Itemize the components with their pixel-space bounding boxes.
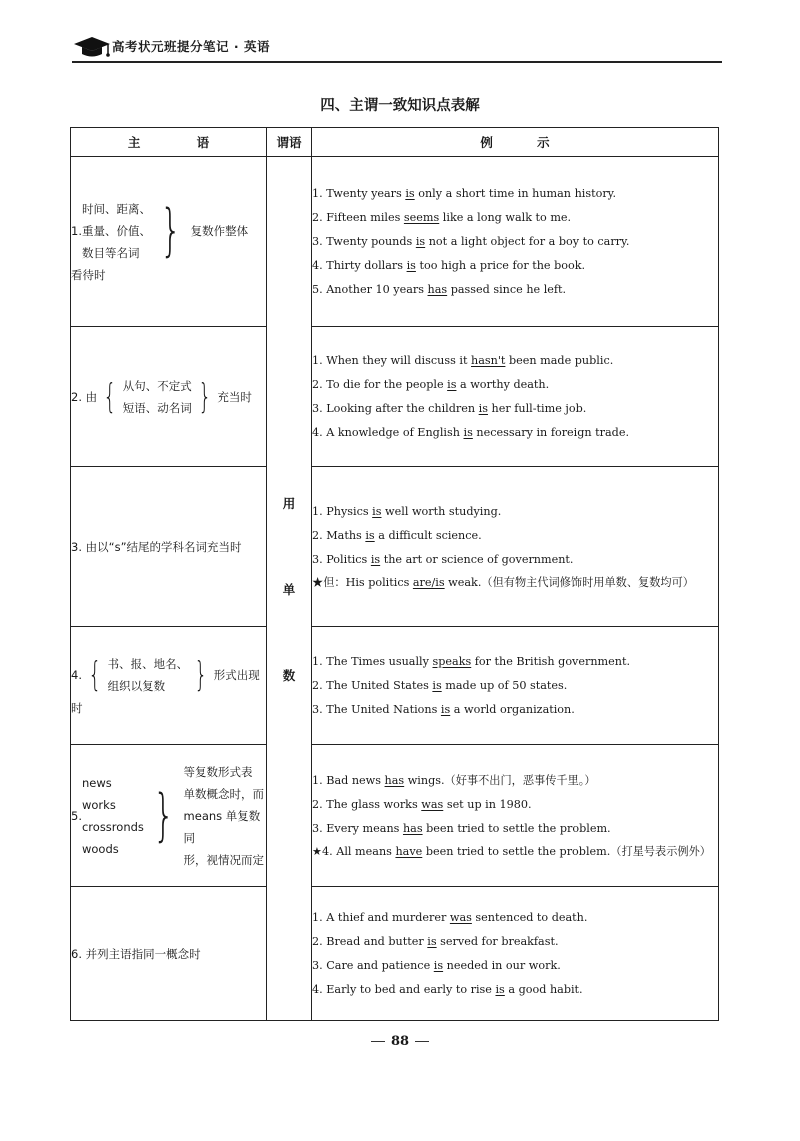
example-sentence <box>312 182 718 206</box>
example-sentence <box>312 572 718 594</box>
table-row <box>71 745 719 887</box>
example-text: a difficult science. <box>374 528 482 542</box>
example-sentence <box>312 254 718 278</box>
example-text: a worthy death. <box>456 377 550 391</box>
examples-cell <box>312 887 719 1021</box>
example-verb: is <box>433 958 444 972</box>
subject-cell <box>71 745 267 887</box>
example-verb: is <box>427 934 437 948</box>
subject-brace-group <box>71 653 266 697</box>
example-sentence <box>312 397 718 421</box>
example-text: served for breakfast. <box>436 934 559 948</box>
example-text: 3. The United Nations <box>312 702 441 716</box>
example-text: passed since he left. <box>447 282 567 296</box>
example-verb: has <box>384 773 405 787</box>
subject-cell <box>71 157 267 327</box>
subject-cell <box>71 627 267 745</box>
example-text: 4. Thirty dollars <box>312 258 407 272</box>
header-predicate: 谓语 <box>267 128 312 157</box>
example-text: necessary in foreign trade. <box>472 425 630 439</box>
example-text: 5. Another 10 years <box>312 282 428 296</box>
example-text: 2. To die for the people <box>312 377 448 391</box>
example-text: 4. A knowledge of English <box>312 425 464 439</box>
subject-word-list <box>82 772 144 860</box>
example-verb: is <box>432 678 442 692</box>
subject-brace-group <box>71 761 266 871</box>
subject-stack <box>108 653 189 697</box>
example-text: weak.（但有物主代词修饰时用单数、复数均可） <box>444 575 694 589</box>
example-sentence <box>312 698 718 722</box>
header-rule <box>72 61 722 63</box>
example-verb: is <box>478 401 488 415</box>
table-row <box>71 467 719 627</box>
example-sentence <box>312 421 718 445</box>
example-sentence <box>312 206 718 230</box>
example-text: 1. Physics <box>312 504 373 518</box>
predicate-char: 用 <box>282 495 296 511</box>
subject-prefix: 2. 由 <box>71 389 98 404</box>
example-text: only a short time in human history. <box>414 186 617 200</box>
example-text: made up of 50 states. <box>441 678 568 692</box>
graduation-cap-icon <box>72 34 112 60</box>
example-text: the art or science of government. <box>380 552 574 566</box>
example-text: 2. The glass works <box>312 797 422 811</box>
brace-glyph: } <box>194 654 208 695</box>
subject-word: news <box>81 775 112 790</box>
example-text: set up in 1980. <box>443 797 532 811</box>
brace-glyph: { <box>88 654 102 695</box>
subject-stack <box>123 375 192 419</box>
subject-stack-line: 时间、距离、 <box>81 201 151 216</box>
example-text: been tried to settle the problem. <box>422 821 611 835</box>
example-verb: is <box>406 258 416 272</box>
example-text: 2. The United States <box>312 678 433 692</box>
example-verb: has <box>402 821 423 835</box>
subject-cell <box>71 467 267 627</box>
example-text: 4. Early to bed and early to rise <box>312 982 496 996</box>
example-sentence <box>312 817 718 841</box>
header-subject: 主 语 <box>71 128 267 157</box>
example-verb: seems <box>403 210 440 224</box>
example-sentence <box>312 524 718 548</box>
example-text: 3. Every means <box>312 821 403 835</box>
table-row <box>71 157 719 327</box>
subject-stack-line: 重量、价值、 <box>81 223 151 238</box>
brace-glyph: } <box>160 197 182 263</box>
example-text: needed in our work. <box>443 958 561 972</box>
subject-prefix: 1. <box>71 223 82 238</box>
example-sentence <box>312 674 718 698</box>
example-text: 3. Twenty pounds <box>312 234 416 248</box>
table-row <box>71 327 719 467</box>
header-examples: 例 示 <box>312 128 719 157</box>
brace-glyph: } <box>198 376 212 417</box>
subject-desc-line: 单数概念时，而 <box>183 786 265 801</box>
subject-stack-line: 数目等名词 <box>81 245 140 260</box>
subject-brace-group <box>71 198 266 264</box>
subject-desc <box>184 761 266 871</box>
subject-desc-line: means 单复数同 <box>183 808 261 845</box>
subject-suffix: 充当时 <box>217 389 252 404</box>
example-text: ★但：His politics <box>312 575 413 589</box>
example-text: 1. Bad news <box>312 773 385 787</box>
example-verb: speaks <box>432 654 472 668</box>
example-text: been made public. <box>505 353 614 367</box>
example-text: sentenced to death. <box>471 910 588 924</box>
table-header-row <box>71 128 719 157</box>
example-sentence <box>312 230 718 254</box>
subject-tail: 时 <box>71 700 83 715</box>
example-sentence <box>312 793 718 817</box>
predicate-chars <box>267 460 311 718</box>
subject-word: crossronds <box>81 819 144 834</box>
brace-glyph: { <box>103 376 117 417</box>
subject-prefix: 4. <box>71 667 82 682</box>
subject-stack-line: 短语、动名词 <box>122 400 192 415</box>
example-sentence <box>312 930 718 954</box>
example-text: been tried to settle the problem.（打星号表示例外） <box>422 844 711 858</box>
example-verb: is <box>495 982 505 996</box>
examples-cell <box>312 627 719 745</box>
subject-stack-line: 从句、不定式 <box>122 378 192 393</box>
example-text: a world organization. <box>450 702 575 716</box>
subject-stack-line: 组织以复数 <box>107 678 166 693</box>
example-verb: was <box>449 910 472 924</box>
subject-cell <box>71 887 267 1021</box>
subject-desc-line: 形，视情况而定 <box>183 852 265 867</box>
example-verb: has <box>427 282 448 296</box>
example-verb: is <box>447 377 457 391</box>
example-text: 1. The Times usually <box>312 654 433 668</box>
example-verb: is <box>463 425 473 439</box>
predicate-char: 数 <box>282 667 296 683</box>
subject-word: woods <box>81 841 119 856</box>
subject-desc-line: 等复数形式表 <box>183 764 253 779</box>
example-text: a good habit. <box>504 982 583 996</box>
example-verb: is <box>440 702 451 716</box>
subject-cell <box>71 327 267 467</box>
example-verb: is <box>415 234 426 248</box>
example-sentence <box>312 349 718 373</box>
subject-verb-agreement-table <box>70 127 719 1021</box>
subject-word: works <box>81 797 116 812</box>
example-text: 1. When they will discuss it <box>312 353 472 367</box>
section-title: 四、主谓一致知识点表解 <box>320 98 480 114</box>
examples-cell <box>312 327 719 467</box>
example-text: 1. A thief and murderer <box>312 910 450 924</box>
example-text: ★4. All means <box>312 844 396 858</box>
subject-text: 3. 由以“s”结尾的学科名词充当时 <box>71 539 242 554</box>
example-verb: have <box>395 844 423 858</box>
examples-cell <box>312 467 719 627</box>
example-sentence <box>312 650 718 674</box>
example-text: well worth studying. <box>381 504 502 518</box>
example-text: for the British government. <box>471 654 631 668</box>
example-sentence <box>312 278 718 302</box>
example-text: 3. Politics <box>312 552 371 566</box>
examples-cell <box>312 745 719 887</box>
example-sentence <box>312 769 718 793</box>
example-text: her full-time job. <box>487 401 587 415</box>
example-text: wings.（好事不出门，恶事传千里。） <box>404 773 596 787</box>
example-text: like a long walk to me. <box>439 210 572 224</box>
example-text: 1. Twenty years <box>312 186 406 200</box>
example-text: 2. Fifteen miles <box>312 210 404 224</box>
example-sentence <box>312 841 718 863</box>
example-text: 3. Looking after the children <box>312 401 479 415</box>
example-verb: is <box>405 186 415 200</box>
predicate-cell <box>267 157 312 1021</box>
subject-prefix: 5. <box>71 808 82 823</box>
subject-brace-group <box>71 375 266 419</box>
example-text: 3. Care and patience <box>312 958 434 972</box>
example-text: too high a price for the book. <box>415 258 586 272</box>
example-verb: is <box>372 504 382 518</box>
example-verb: is <box>370 552 381 566</box>
subject-tail: 看待时 <box>71 267 106 282</box>
predicate-char: 单 <box>282 581 296 597</box>
example-text: 2. Maths <box>312 528 366 542</box>
header-title: 高考状元班提分笔记 · 英语 <box>112 39 270 54</box>
subject-suffix: 复数作整体 <box>190 223 249 238</box>
table-row <box>71 627 719 745</box>
example-sentence <box>312 500 718 524</box>
subject-stack <box>82 198 151 264</box>
brace-glyph: } <box>153 782 175 848</box>
example-sentence <box>312 548 718 572</box>
example-verb: hasn't <box>471 353 506 367</box>
example-sentence <box>312 978 718 1002</box>
example-verb: is <box>365 528 375 542</box>
example-sentence <box>312 906 718 930</box>
subject-suffix: 形式出现 <box>213 667 260 682</box>
example-sentence <box>312 373 718 397</box>
example-verb: are/is <box>412 575 445 589</box>
example-text: 2. Bread and butter <box>312 934 428 948</box>
page-header <box>72 30 722 66</box>
subject-stack-line: 书、报、地名、 <box>107 656 189 671</box>
examples-cell <box>312 157 719 327</box>
table-row <box>71 887 719 1021</box>
example-verb: was <box>421 797 444 811</box>
subject-text: 6. 并列主语指同一概念时 <box>71 946 201 961</box>
example-sentence <box>312 954 718 978</box>
page-number: 88 <box>0 1034 800 1049</box>
example-text: not a light object for a boy to carry. <box>425 234 630 248</box>
